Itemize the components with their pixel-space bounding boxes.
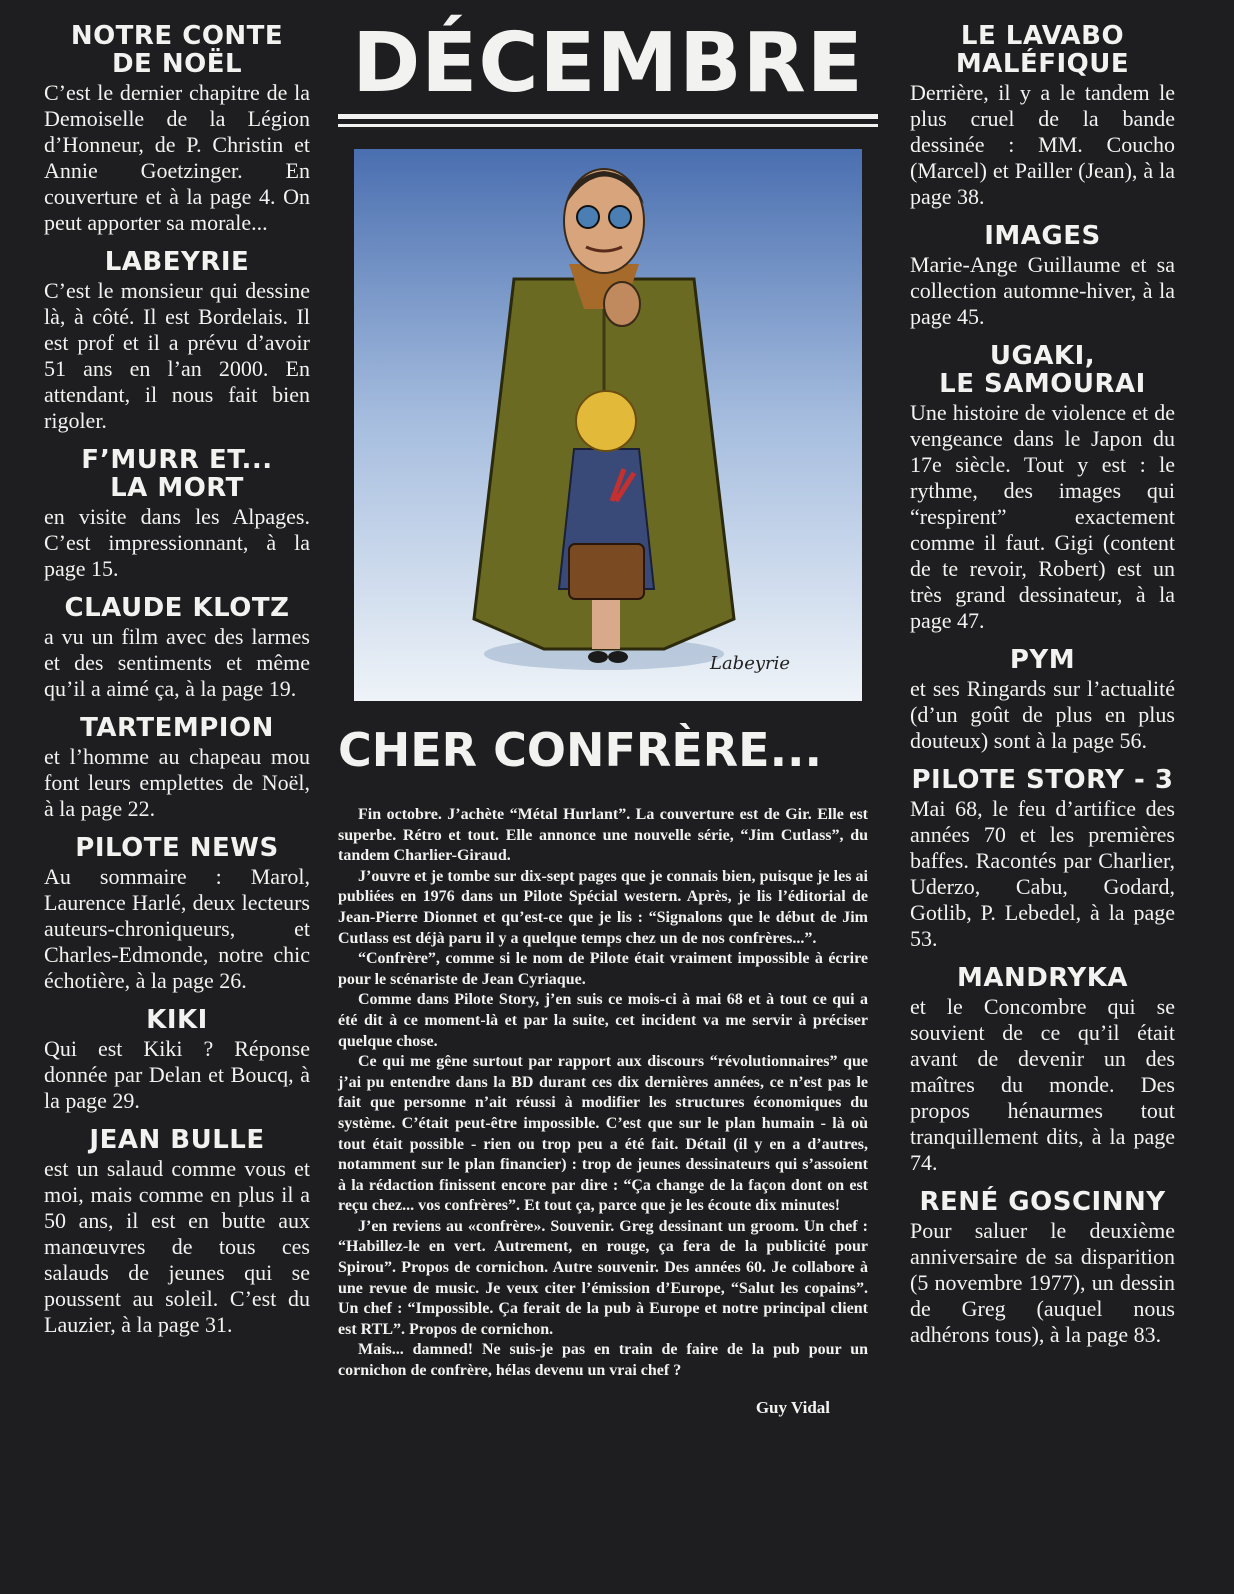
girl-head [576,391,636,451]
title-rule [338,114,878,119]
artist-signature: Labeyrie [710,653,791,674]
section [910,1188,1175,1348]
left-column [44,22,310,1350]
section-heading: CLAUDE KLOTZ [64,593,290,623]
editorial-paragraph: Ce qui me gêne surtout par rapport aux discours “révolutionnaires” que j’ai pu entendre dans la BD durant ces dix dernières années, ce n’est pas le fait que personne n’ait réussi à modifier les structures économiques du système. C’était peut-être impossible. C’est que sur le plan humain - là où tout était possible - rien ou trop peu a été fait. Détail (il y en a d’autres, notamment sur le plan financier) : trop de jeunes dessinateurs qui s’assoient à la rédaction finissent encore par dire : “Ça change de la façon dont on est reçu chez... vos confrères”. Et tout ça, parce que je les écoute dix minutes! [338,1053,868,1215]
section-text: Au sommaire : Marol, Laurence Harlé, deux lecteurs auteurs-chroniqueurs, et Charles-Edmonde, notre chic échotière, à la page 26. [44,864,310,993]
section [44,834,310,994]
satchel [569,544,644,599]
section [44,1006,310,1114]
section-heading: PILOTE NEWS [75,833,279,863]
section-heading: JEAN BULLE [89,1125,265,1155]
section-text: et l’homme au chapeau mou font leurs emplettes de Noël, à la page 22. [44,744,310,821]
section-text: en visite dans les Alpages. C’est impressionnant, à la page 15. [44,504,310,581]
section [910,766,1175,952]
section-text: et le Concombre qui se souvient de ce qu’il était avant de devenir un des maîtres du monde. Des propos hénaurmes tout tranquillement dits, à la page 74. [910,994,1175,1175]
cover-illustration [354,149,862,701]
section-heading: PILOTE STORY - 3 [911,765,1174,795]
editorial-paragraph: “Confrère”, comme si le nom de Pilote était vraiment impossible à écrire pour le scénariste de Jean Cyriaque. [338,950,868,988]
section-heading: MANDRYKA [956,963,1129,993]
glasses-right [609,206,631,228]
section [44,1126,310,1338]
section-heading: TARTEMPION [80,713,274,743]
section-text: Une histoire de violence et de vengeance dans le Japon du 17e siècle. Tout y est : le rythme, des images qui “respirent” exactement comme il faut. Gigi (content de te revoir, Robert) est un très grand dessinateur, à la page 47. [910,400,1175,633]
girl-shoe-left [588,651,608,663]
section-heading: NOTRE CONTE DE NOËL [70,21,284,79]
section-heading: KIKI [146,1005,208,1035]
section [44,22,310,236]
section-text: Mai 68, le feu d’artifice des années 70 et les premières baffes. Racontés par Charlier, Uderzo, Cabu, Godard, Gotlib, P. Lebedel, à la page 53. [910,796,1175,951]
section-text: C’est le dernier chapitre de la Demoiselle de la Légion d’Honneur, de P. Christin et Annie Goetzinger. En couverture et à la page 4. On peut apporter sa morale... [44,80,310,235]
title-rule [338,124,878,127]
section-text: a vu un film avec des larmes et des sentiments et même qu’il a aimé ça, à la page 19. [44,624,310,701]
section [910,22,1175,210]
editorial-paragraph: Fin octobre. J’achète “Métal Hurlant”. La couverture est de Gir. Elle est superbe. Rétro et tout. Elle annonce une nouvelle série, “Jim Cutlass”, du tandem Charlier-Giraud. [338,806,868,865]
section-heading: PYM [1009,645,1076,675]
girl-shoe-right [608,651,628,663]
editorial-signature: Guy Vidal [755,1397,830,1417]
section-heading: F’MURR ET... LA MORT [81,445,273,503]
editorial-paragraph: Mais... damned! Ne suis-je pas en train de faire de la pub pour un cornichon de confrère, hélas devenu un vrai chef ? [338,1341,868,1380]
section-heading: UGAKI, LE SAMOURAI [939,341,1146,399]
section-text: Marie-Ange Guillaume et sa collection automne-hiver, à la page 45. [910,252,1175,329]
section-heading: IMAGES [984,221,1101,251]
editorial-paragraph: J’en reviens au «confrère». Souvenir. Greg dessinant un groom. Un chef : “Habillez-le en vert. Autrement, en rouge, ça fera de la publicité pour Spirou”. Propos de cornichon. Autre souvenir. Des années 60. Je collabore à une revue de music. Je veux citer l’émission d’Europe, “Salut les copains”. Un chef : “Impossible. Ça ferait de la pub à Europe et notre principal client est RTL”. Propos de cornichon. [338,1217,868,1338]
section [44,248,310,434]
section [44,446,310,582]
section-text: Derrière, il y a le tandem le plus cruel de la bande dessinée : MM. Coucho (Marcel) et Pailler (Jean), à la page 38. [910,80,1175,209]
center-column [338,16,878,1418]
editorial-body [338,805,878,1382]
thumbs-up-hand [604,282,640,326]
section-heading: LE LAVABO MALÉFIQUE [955,21,1130,79]
issue-title: DÉCEMBRE [352,16,864,111]
section [910,342,1175,634]
section [44,594,310,702]
editorial-paragraph: J’ouvre et je tombe sur dix-sept pages que je connais bien, puisque je les ai publiées en 1976 dans un Pilote Spécial western. Après, je lis l’éditorial de Jean-Pierre Dionnet et qu’est-ce que je lis : “Signalons que le début de Jim Cutlass est déjà paru il y a quelque temps chez un de nos confrères...”. [338,867,868,947]
section-text: Pour saluer le deuxième anniversaire de sa disparition (5 novembre 1977), un dessin de Greg (auquel nous adhérons tous), à la page 83. [910,1218,1175,1347]
right-column [910,22,1175,1360]
section-text: Qui est Kiki ? Réponse donnée par Delan et Boucq, à la page 29. [44,1036,310,1113]
editorial-title: CHER CONFRÈRE... [338,723,823,777]
section-text: C’est le monsieur qui dessine là, à côté. Il est Bordelais. Il est prof et il a prévu d’avoir 51 ans en l’an 2000. En attendant, il nous fait bien rigoler. [44,278,310,433]
section [910,222,1175,330]
section [910,964,1175,1176]
section-text: est un salaud comme vous et moi, mais comme en plus il a 50 ans, il est en butte aux manœuvres de tous ces salauds de jeunes qui se poussent au soleil. C’est du Lauzier, à la page 31. [44,1156,310,1337]
editorial-paragraph: Comme dans Pilote Story, j’en suis ce mois-ci à mai 68 et à tout ce qui a été dit à ce moment-là et par la suite, cet incident va me servir à préciser quelque chose. [338,991,868,1050]
section-text: et ses Ringards sur l’actualité (d’un goût de plus en plus douteux) sont à la page 56. [910,676,1175,753]
glasses-left [577,206,599,228]
section-heading: RENÉ GOSCINNY [919,1187,1166,1217]
section [44,714,310,822]
section-heading: LABEYRIE [104,247,250,277]
section [910,646,1175,754]
